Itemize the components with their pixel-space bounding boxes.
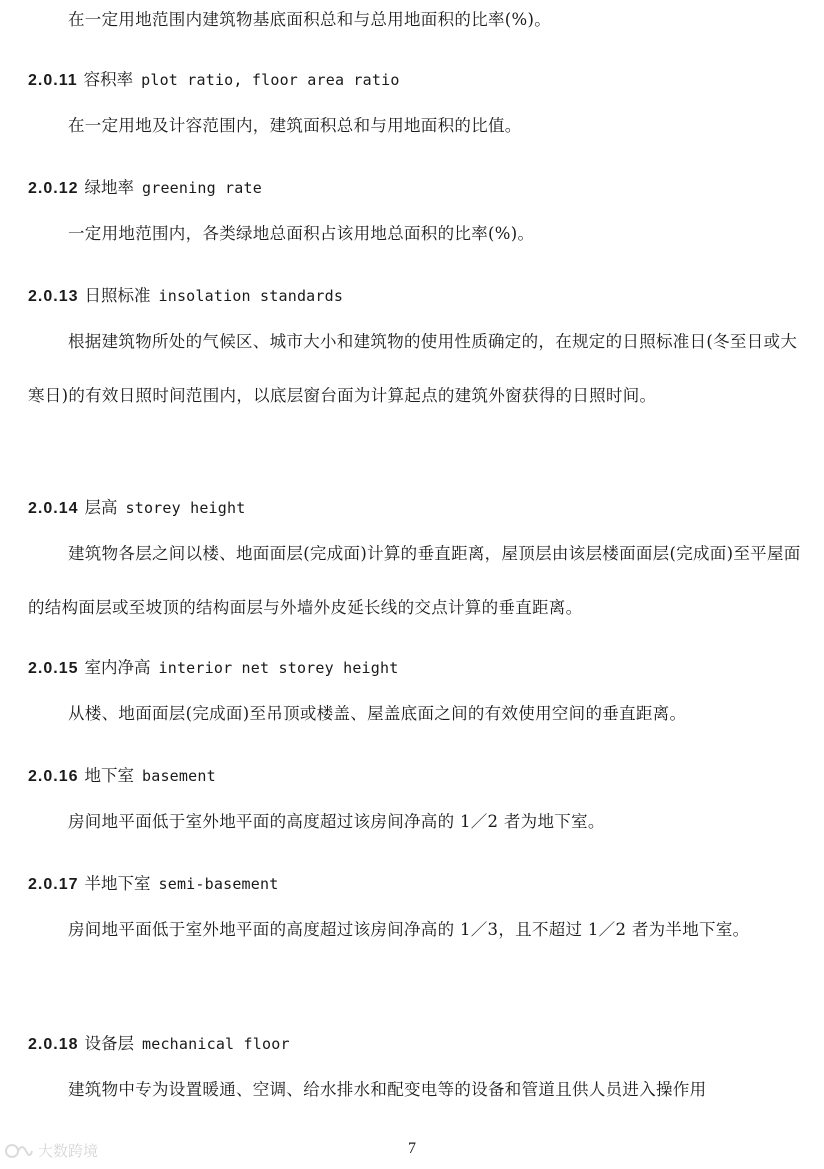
term-english: mechanical floor bbox=[141, 1035, 290, 1053]
term-number: 2.0.12 bbox=[28, 180, 79, 197]
term-chinese: 半地下室 bbox=[84, 874, 151, 893]
watermark-text: 大数跨境 bbox=[38, 1142, 99, 1160]
term-english: insolation standards bbox=[158, 287, 344, 305]
term-english: interior net storey height bbox=[158, 659, 399, 677]
term-number: 2.0.16 bbox=[28, 768, 79, 785]
term-heading bbox=[28, 764, 804, 789]
term-english: basement bbox=[141, 767, 216, 785]
term-number: 2.0.15 bbox=[28, 660, 79, 677]
term-heading bbox=[28, 656, 804, 681]
term-heading bbox=[28, 176, 804, 201]
term-english: plot ratio, floor area ratio bbox=[141, 71, 400, 89]
definition-paragraph: 在一定用地范围内建筑物基底面积总和与总用地面积的比率(%)。 bbox=[68, 10, 552, 29]
term-number: 2.0.18 bbox=[28, 1036, 79, 1053]
term-number: 2.0.13 bbox=[28, 288, 79, 305]
term-english: storey height bbox=[125, 499, 246, 517]
term-heading bbox=[28, 496, 804, 521]
logo-icon bbox=[4, 1141, 34, 1161]
term-heading bbox=[28, 872, 804, 897]
definition-paragraph: 从楼、地面面层(完成面)至吊顶或楼盖、屋盖底面之间的有效使用空间的垂直距离。 bbox=[68, 704, 687, 723]
page-number: 7 bbox=[408, 1140, 416, 1157]
term-number: 2.0.11 bbox=[28, 72, 78, 89]
term-english: semi-basement bbox=[158, 875, 279, 893]
term-number: 2.0.17 bbox=[28, 876, 79, 893]
definition-paragraph: 根据建筑物所处的气候区、城市大小和建筑物的使用性质确定的，在规定的日照标准日(冬至日或大寒日)的有效日照时间范围内，以底层窗台面为计算起点的建筑外窗获得的日照时间。 bbox=[28, 332, 798, 405]
term-chinese: 层高 bbox=[84, 498, 118, 517]
definition-paragraph: 房间地平面低于室外地平面的高度超过该房间净高的 1／2 者为地下室。 bbox=[68, 812, 605, 831]
term-chinese: 日照标准 bbox=[84, 286, 151, 305]
term-chinese: 室内净高 bbox=[84, 658, 151, 677]
term-number: 2.0.14 bbox=[28, 500, 79, 517]
term-chinese: 地下室 bbox=[84, 766, 134, 785]
definition-paragraph: 房间地平面低于室外地平面的高度超过该房间净高的 1／3，且不超过 1／2 者为半地下室。 bbox=[68, 920, 750, 939]
definition-paragraph: 建筑物中专为设置暖通、空调、给水排水和配变电等的设备和管道且供人员进入操作用 bbox=[68, 1080, 707, 1099]
definition-paragraph: 建筑物各层之间以楼、地面面层(完成面)计算的垂直距离，屋顶层由该层楼面面层(完成面)至平屋面的结构面层或至坡顶的结构面层与外墙外皮延长线的交点计算的垂直距离。 bbox=[28, 544, 801, 617]
term-chinese: 容积率 bbox=[83, 70, 134, 89]
term-heading bbox=[28, 1032, 804, 1057]
watermark bbox=[4, 1140, 98, 1161]
definition-paragraph: 在一定用地及计容范围内，建筑面积总和与用地面积的比值。 bbox=[68, 116, 522, 135]
term-english: greening rate bbox=[141, 179, 262, 197]
term-heading bbox=[28, 68, 804, 93]
term-chinese: 设备层 bbox=[84, 1034, 134, 1053]
term-heading bbox=[28, 284, 804, 309]
definition-paragraph: 一定用地范围内，各类绿地总面积占该用地总面积的比率(%)。 bbox=[68, 224, 535, 243]
term-chinese: 绿地率 bbox=[84, 178, 134, 197]
